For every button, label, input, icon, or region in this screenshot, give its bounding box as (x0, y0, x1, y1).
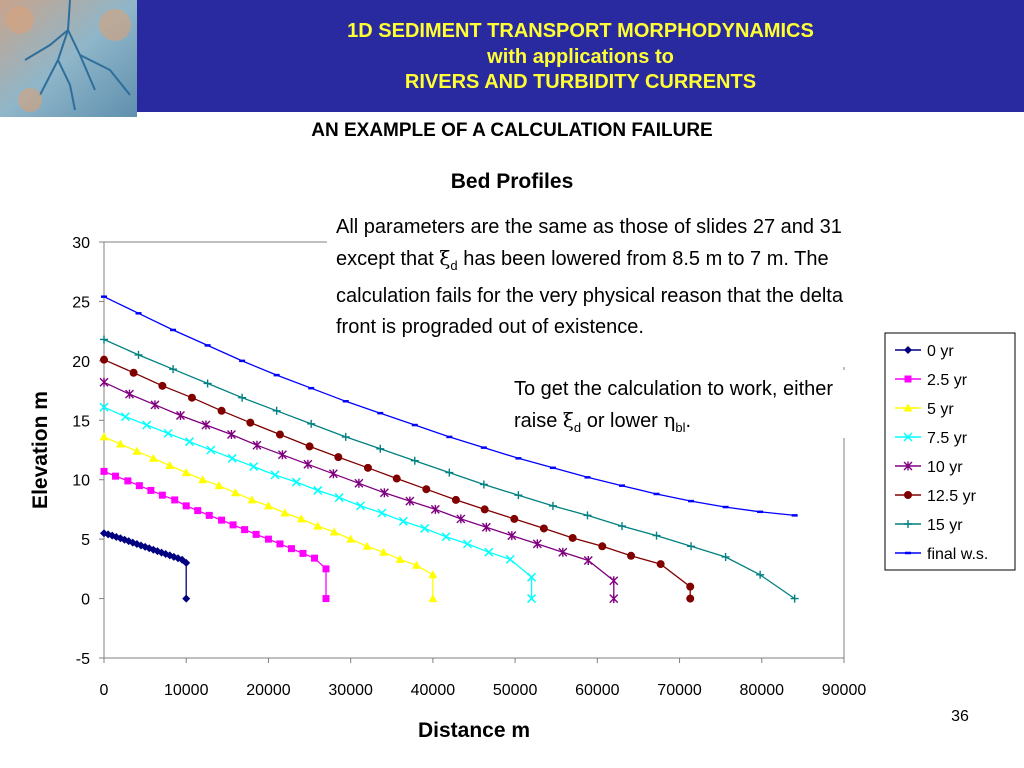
x-axis-ticks (100, 658, 867, 699)
legend-label: final w.s. (927, 546, 989, 563)
data-point (101, 468, 108, 475)
data-point (686, 595, 694, 603)
legend-label: 5 yr (927, 401, 954, 418)
legend-label: 15 yr (927, 517, 963, 534)
data-point (481, 505, 489, 513)
x-tick-label: 80000 (739, 682, 785, 699)
legend-marker (904, 491, 912, 499)
data-point (241, 526, 248, 533)
data-point (627, 552, 635, 560)
data-point (183, 502, 190, 509)
slide-number: 36 (951, 708, 969, 725)
data-point (540, 524, 548, 532)
xi-subscript-d: d (573, 420, 582, 435)
y-tick-label: 20 (72, 353, 90, 371)
data-point (206, 512, 213, 519)
y-tick-label: 5 (81, 532, 90, 550)
data-point (265, 536, 272, 543)
data-point (306, 442, 314, 450)
data-point (124, 477, 131, 484)
data-point (253, 531, 260, 538)
xi-symbol: ξ (562, 408, 574, 432)
data-point (598, 542, 606, 550)
note-text-1: All parameters are the same as those of slides 27 and 31 except that (336, 216, 842, 270)
data-point (299, 550, 306, 557)
x-tick-label: 10000 (163, 682, 209, 699)
x-axis-label: Distance m (417, 719, 531, 742)
data-point (218, 407, 226, 415)
eta-subscript-bl: bl (675, 420, 686, 435)
note-text-2: has been lowered from 8.5 m to 7 m. The calculation fails for the very physical reason that the delta front is prograded out of existence. (336, 248, 843, 338)
data-point (311, 555, 318, 562)
y-tick-label: 0 (81, 591, 90, 609)
data-point (334, 453, 342, 461)
data-point (686, 583, 694, 591)
data-point (188, 394, 196, 402)
x-tick-label: 70000 (657, 682, 702, 699)
data-point (422, 485, 430, 493)
eta-symbol: η (663, 408, 676, 432)
header-line-3: RIVERS AND TURBIDITY CURRENTS (404, 71, 757, 93)
data-point (452, 496, 460, 504)
fix-hint (514, 374, 844, 443)
legend-label: 10 yr (927, 459, 963, 476)
data-point (171, 496, 178, 503)
x-tick-label: 90000 (821, 682, 867, 699)
data-point (657, 560, 665, 568)
data-point (194, 507, 201, 514)
legend-frame (885, 333, 1015, 570)
y-tick-label: 30 (72, 235, 90, 252)
legend-marker (905, 376, 912, 383)
data-point (393, 475, 401, 483)
data-point (288, 545, 295, 552)
parameter-note (336, 212, 876, 343)
y-tick-label: 10 (72, 472, 90, 490)
y-tick-label: 25 (72, 294, 90, 312)
data-point (159, 492, 166, 499)
x-tick-label: 60000 (575, 682, 620, 699)
data-point (230, 521, 237, 528)
hint-text-3: . (685, 410, 692, 432)
slide-title: AN EXAMPLE OF A CALCULATION FAILURE (311, 120, 713, 141)
chart-legend (885, 333, 1015, 570)
data-point (364, 464, 372, 472)
data-point (147, 487, 154, 494)
data-point (246, 419, 254, 427)
data-point (323, 565, 330, 572)
data-point (158, 382, 166, 390)
chart-title: Bed Profiles (450, 170, 574, 193)
data-point (323, 595, 330, 602)
hint-text-1: To get the calculation to work, either raise (514, 378, 834, 432)
data-point (218, 517, 225, 524)
xi-symbol: ξ (439, 246, 451, 270)
x-tick-label: 0 (99, 682, 109, 699)
legend-label: 0 yr (927, 343, 954, 360)
data-point (276, 431, 284, 439)
legend-label: 7.5 yr (927, 430, 968, 447)
y-axis-ticks (72, 235, 104, 668)
header-line-2: with applications to (487, 46, 674, 68)
data-point (136, 482, 143, 489)
legend-label: 2.5 yr (927, 372, 968, 389)
header-line-1: 1D SEDIMENT TRANSPORT MORPHODYNAMICS (347, 20, 814, 42)
data-point (112, 473, 119, 480)
xi-subscript-d: d (450, 258, 458, 273)
x-tick-label: 40000 (410, 682, 456, 699)
data-point (276, 540, 283, 547)
data-point (569, 534, 577, 542)
data-point (100, 356, 108, 364)
data-point (130, 369, 138, 377)
data-point (510, 515, 518, 523)
y-tick-label: 15 (72, 413, 90, 431)
y-axis-label: Elevation m (29, 391, 52, 509)
y-tick-label: -5 (75, 651, 90, 668)
x-tick-label: 20000 (246, 682, 291, 699)
x-tick-label: 30000 (328, 682, 373, 699)
hint-text-2: or lower (581, 410, 664, 432)
legend-label: 12.5 yr (927, 488, 976, 505)
x-tick-label: 50000 (492, 682, 538, 699)
